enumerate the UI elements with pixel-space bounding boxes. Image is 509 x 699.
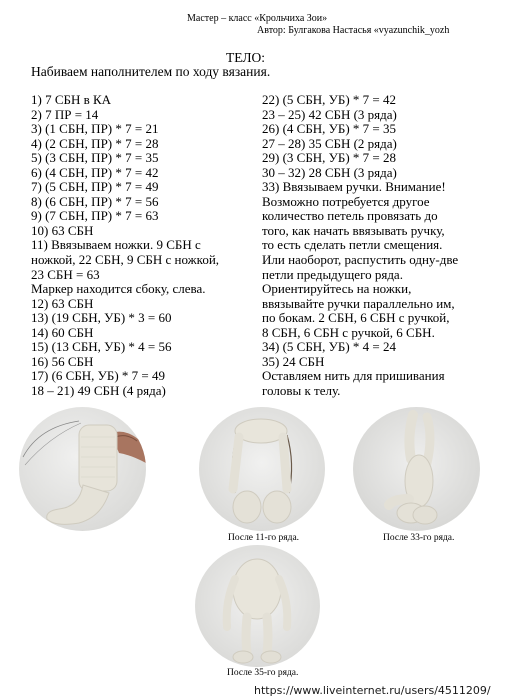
instruction-line: 23 – 25) 42 СБН (3 ряда) [262, 106, 397, 122]
instruction-line: того, как начать ввязывать ручку, [262, 222, 445, 238]
instruction-line: петли предыдущего ряда. [262, 266, 403, 282]
header-author: Автор: Булгакова Настасья «vyazunchik_yozh [257, 25, 450, 36]
photo-after-row-33 [353, 407, 480, 531]
instruction-line: 33) Ввязываем ручки. Внимание! [262, 179, 446, 195]
instruction-line: по бокам. 2 СБН, 6 СБН с ручкой, [262, 310, 450, 326]
instruction-line: Оставляем нить для пришивания [262, 368, 445, 384]
instruction-line: 16) 56 СБН [31, 353, 94, 369]
instruction-line: 7) (5 СБН, ПР) * 7 = 49 [31, 179, 159, 195]
instruction-line: 10) 63 СБН [31, 222, 94, 238]
instruction-line: 5) (3 СБН, ПР) * 7 = 35 [31, 150, 159, 166]
instruction-line: Маркер находится сбоку, слева. [31, 281, 206, 297]
caption-after-row-33: После 33-го ряда. [383, 533, 455, 543]
instruction-line: 8) (6 СБН, ПР) * 7 = 56 [31, 193, 159, 209]
instruction-line: 27 – 28) 35 СБН (2 ряда) [262, 135, 397, 151]
header-title: Мастер – класс «Крольчиха Зои» [187, 13, 328, 24]
instruction-line: Ориентируйтесь на ножки, [262, 281, 412, 297]
instructions-left-column [31, 93, 219, 398]
intro-text: Набиваем наполнителем по ходу вязания. [31, 64, 271, 79]
instruction-line: 26) (4 СБН, УБ) * 7 = 35 [262, 121, 397, 137]
instruction-line: 11) Ввязываем ножки. 9 СБН с [31, 237, 201, 253]
instruction-line: 35) 24 СБН [262, 353, 325, 369]
instruction-line: 3) (1 СБН, ПР) * 7 = 21 [31, 121, 159, 137]
instruction-line: ввязывайте ручки параллельно им, [262, 295, 455, 311]
instruction-line: Или наоборот, распустить одну-две [262, 252, 459, 268]
instruction-line: 17) (6 СБН, УБ) * 7 = 49 [31, 368, 166, 384]
caption-after-row-35: После 35-го ряда. [227, 668, 299, 678]
photo-after-row-35 [195, 545, 320, 667]
instruction-line: 30 – 32) 28 СБН (3 ряда) [262, 164, 397, 180]
instruction-line: головы к телу. [262, 382, 341, 398]
instruction-line: 18 – 21) 49 СБН (4 ряда) [31, 382, 166, 398]
instruction-line: 2) 7 ПР = 14 [31, 106, 99, 122]
instruction-line: 13) (19 СБН, УБ) * 3 = 60 [31, 310, 172, 326]
instruction-line: 22) (5 СБН, УБ) * 7 = 42 [262, 92, 397, 107]
front-view-illustration [195, 545, 320, 667]
instruction-line: то есть сделать петли смещения. [262, 237, 443, 253]
instructions-right-column [262, 93, 458, 398]
section-title: ТЕЛО: [226, 50, 265, 65]
instruction-line: ножкой, 22 СБН, 9 СБН с ножкой, [31, 252, 220, 268]
instruction-line: 15) (13 СБН, УБ) * 4 = 56 [31, 339, 172, 355]
instruction-line: количество петель провязать до [262, 208, 438, 224]
instruction-line: 23 СБН = 63 [31, 266, 100, 282]
instruction-line: 12) 63 СБН [31, 295, 94, 311]
instruction-line: Возможно потребуется другое [262, 193, 430, 209]
legs-illustration [199, 407, 325, 531]
instruction-line: 9) (7 СБН, ПР) * 7 = 63 [31, 208, 159, 224]
instruction-line: 29) (3 СБН, УБ) * 7 = 28 [262, 150, 397, 166]
caption-after-row-11: После 11-го ряда. [228, 533, 300, 543]
side-view-illustration [353, 407, 480, 531]
instruction-line: 14) 60 СБН [31, 324, 94, 340]
photo-after-row-11 [199, 407, 325, 531]
instruction-line: 4) (2 СБН, ПР) * 7 = 28 [31, 135, 159, 151]
instruction-line: 1) 7 СБН в КА [31, 92, 112, 107]
source-url-watermark: https://www.liveinternet.ru/users/4511209/ [254, 684, 491, 697]
leg-illustration [19, 407, 146, 531]
instruction-line: 8 СБН, 6 СБН с ручкой, 6 СБН. [262, 324, 435, 340]
instruction-line: 6) (4 СБН, ПР) * 7 = 42 [31, 164, 159, 180]
instruction-line: 34) (5 СБН, УБ) * 4 = 24 [262, 339, 397, 355]
photo-leg [19, 407, 146, 531]
